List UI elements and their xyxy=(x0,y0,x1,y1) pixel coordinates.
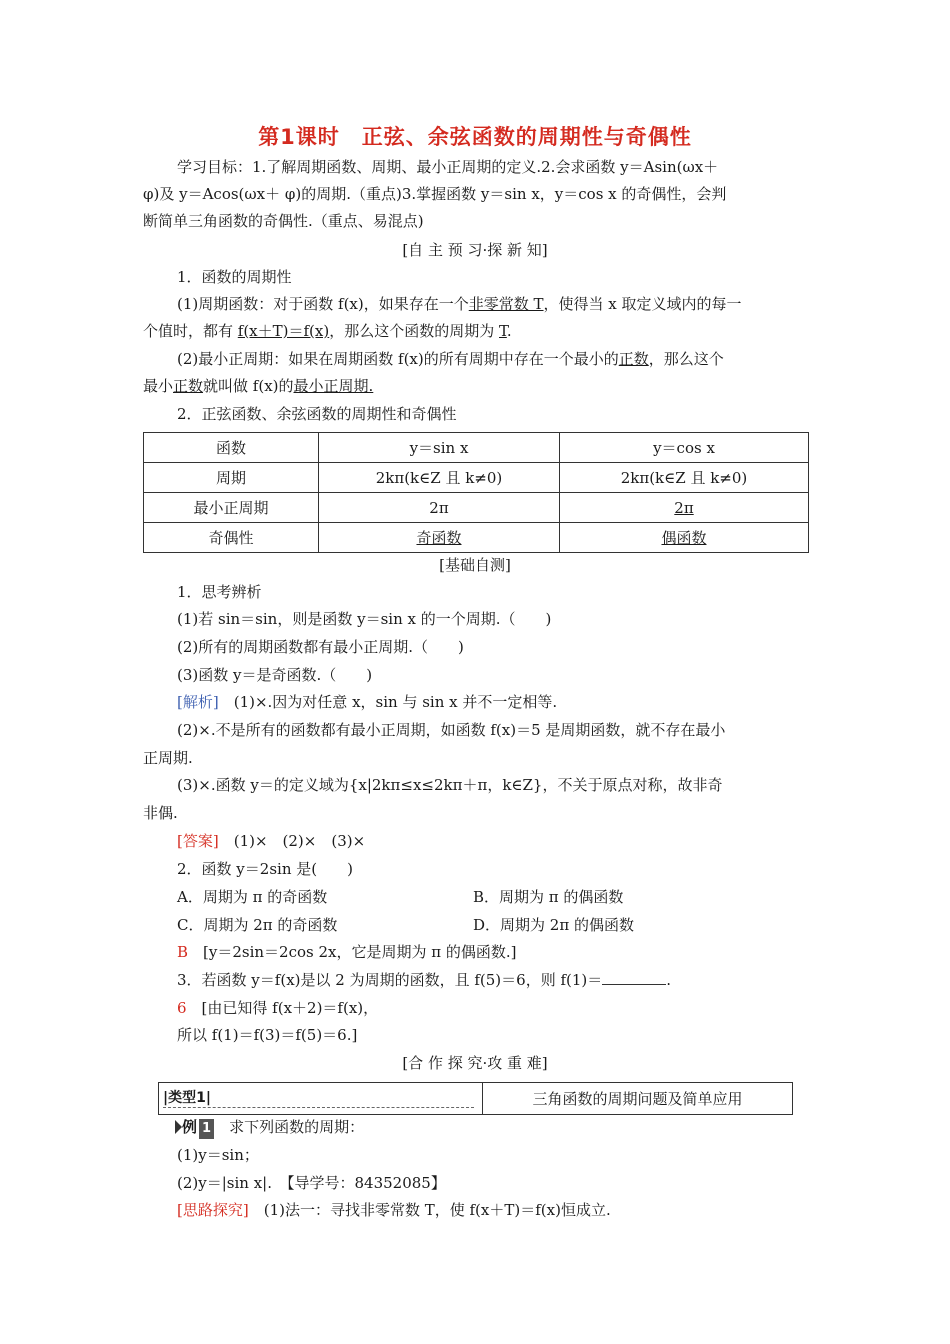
analysis-line-3: 正周期. xyxy=(143,749,193,767)
text-span: (1)× (2)× (3)× xyxy=(218,832,366,850)
q2-answer: B xyxy=(177,943,189,961)
q3-answer: 6 xyxy=(177,999,187,1017)
periodicity-heading: 1．函数的周期性 xyxy=(177,268,292,286)
table-cell: 2kπ(k∈Z 且 k≠0) xyxy=(560,463,809,493)
q3-explanation: 所以 f(1)＝f(3)＝f(5)＝6.] xyxy=(177,1026,358,1044)
q2-option-a: A．周期为 π 的奇函数 xyxy=(177,888,328,906)
example-word: 例 xyxy=(182,1118,198,1136)
answer-tag: [答案] xyxy=(177,832,219,850)
example-item-1: (1)y＝sin； xyxy=(177,1146,259,1164)
text-span: [由已知得 f(x＋2)＝f(x)， xyxy=(186,999,379,1017)
idea-tag: [思路探究] xyxy=(177,1201,249,1219)
objectives-line-2: φ)及 y＝Acos(ωx＋ φ)的周期.（重点)3.掌握函数 y＝sin x，y＝cos x 的奇偶性，会判 xyxy=(143,185,727,203)
q2-option-c: C．周期为 2π 的奇函数 xyxy=(177,916,338,934)
table-cell: 2kπ(k∈Z 且 k≠0) xyxy=(319,463,560,493)
table-cell: 最小正周期 xyxy=(144,493,319,523)
q3-stem xyxy=(177,970,671,990)
example-number-badge: 1 xyxy=(199,1119,214,1139)
text-span: 个值时，都有 xyxy=(143,322,238,340)
table-row xyxy=(144,463,809,493)
text-span: ，使得当 x 取定义域内的每一 xyxy=(543,295,742,313)
type-label: |类型1| xyxy=(163,1090,211,1106)
blank-answer: 正数 xyxy=(173,377,204,395)
table-cell: 周期 xyxy=(144,463,319,493)
text-span: (2)最小正周期：如果在周期函数 f(x)的所有周期中存在一个最小的 xyxy=(177,350,619,368)
table-cell: 偶函数 xyxy=(560,523,809,553)
q1-heading: 1．思考辨析 xyxy=(177,583,262,601)
analysis-line-1 xyxy=(177,692,557,712)
periodic-def-line-1 xyxy=(177,294,742,314)
q2-answer-line xyxy=(177,942,517,962)
section-heading-selftest: [基础自测] xyxy=(439,556,511,574)
q2-option-d: D．周期为 2π 的偶函数 xyxy=(473,916,634,934)
type-label-cell xyxy=(159,1083,483,1114)
blank-answer: T xyxy=(499,322,507,340)
table-cell: 2π xyxy=(560,493,809,523)
text-span: (1)周期函数：对于函数 f(x)，如果存在一个 xyxy=(177,295,469,313)
blank-answer: 最小正周期. xyxy=(293,377,374,395)
text-span: [y＝2sin＝2cos 2x，它是周期为 π 的偶函数.] xyxy=(188,943,517,961)
table-cell: y＝cos x xyxy=(560,433,809,463)
example-item-2: (2)y＝|sin x|. 【导学号：84352085】 xyxy=(177,1174,446,1192)
analysis-line-2: (2)×.不是所有的函数都有最小正周期，如函数 f(x)＝5 是周期函数，就不存在最小 xyxy=(177,721,726,739)
text-span: . xyxy=(666,971,672,989)
q2-option-b: B．周期为 π 的偶函数 xyxy=(473,888,624,906)
periodic-def-line-2 xyxy=(143,321,512,341)
arrow-icon xyxy=(175,1120,182,1134)
dashed-divider xyxy=(163,1107,474,1108)
q3-answer-line xyxy=(177,998,378,1018)
text-span: 最小 xyxy=(143,377,174,395)
text-span: 求下列函数的周期： xyxy=(214,1118,365,1136)
q1-item-3: (3)函数 y＝是奇函数.（ ) xyxy=(177,666,373,684)
q1-item-2: (2)所有的周期函数都有最小正周期.（ ) xyxy=(177,638,464,656)
example-line xyxy=(175,1117,364,1139)
table-row xyxy=(144,523,809,553)
text-span: . xyxy=(506,322,512,340)
properties-table xyxy=(143,432,809,553)
text-span: ，那么这个 xyxy=(648,350,724,368)
section-heading-preview: [自 主 预 习·探 新 知] xyxy=(402,241,548,259)
blank-answer: 正数 xyxy=(618,350,649,368)
sin-cos-heading: 2．正弦函数、余弦函数的周期性和奇偶性 xyxy=(177,405,457,423)
text-span: 就叫做 f(x)的 xyxy=(203,377,294,395)
objectives-line-3: 断简单三角函数的奇偶性.（重点、易混点) xyxy=(143,212,424,230)
q1-item-1: (1)若 sin＝sin，则是函数 y＝sin x 的一个周期.（ ) xyxy=(177,610,552,628)
table-row xyxy=(144,433,809,463)
analysis-line-5: 非偶. xyxy=(143,804,178,822)
table-row xyxy=(144,493,809,523)
text-span: (1)法一：寻找非零常数 T，使 f(x＋T)＝f(x)恒成立. xyxy=(248,1201,611,1219)
section-heading-explore: [合 作 探 究·攻 重 难] xyxy=(402,1054,548,1072)
answer-blank xyxy=(602,970,666,985)
text-span: (1)×.因为对任意 x，sin 与 sin x 并不一定相等. xyxy=(218,693,558,711)
lesson-title: 第1课时 正弦、余弦函数的周期性与奇偶性 xyxy=(258,125,692,149)
answer-line xyxy=(177,831,365,851)
type-box xyxy=(158,1082,793,1115)
objectives-line-1: 学习目标：1.了解周期函数、周期、最小正周期的定义.2.会求函数 y＝Asin(ωx＋ xyxy=(177,158,719,176)
min-period-line-1 xyxy=(177,349,724,369)
table-cell: 2π xyxy=(319,493,560,523)
analysis-tag: [解析] xyxy=(177,693,219,711)
idea-line xyxy=(177,1200,611,1220)
blank-answer: f(x＋T)＝f(x) xyxy=(237,322,330,340)
table-cell: 奇函数 xyxy=(319,523,560,553)
text-span: ，那么这个函数的周期为 xyxy=(329,322,499,340)
min-period-line-2 xyxy=(143,376,373,396)
q2-stem: 2．函数 y＝2sin 是( ) xyxy=(177,860,353,878)
type-title: 三角函数的周期问题及简单应用 xyxy=(532,1090,743,1108)
blank-answer: 非零常数 T xyxy=(468,295,544,313)
text-span: 3．若函数 y＝f(x)是以 2 为周期的函数，且 f(5)＝6，则 f(1)＝ xyxy=(177,971,603,989)
table-cell: y＝sin x xyxy=(319,433,560,463)
table-cell: 函数 xyxy=(144,433,319,463)
analysis-line-4: (3)×.函数 y＝的定义域为{x|2kπ≤x≤2kπ＋π，k∈Z}，不关于原点对称，故非奇 xyxy=(177,776,723,794)
table-cell: 奇偶性 xyxy=(144,523,319,553)
